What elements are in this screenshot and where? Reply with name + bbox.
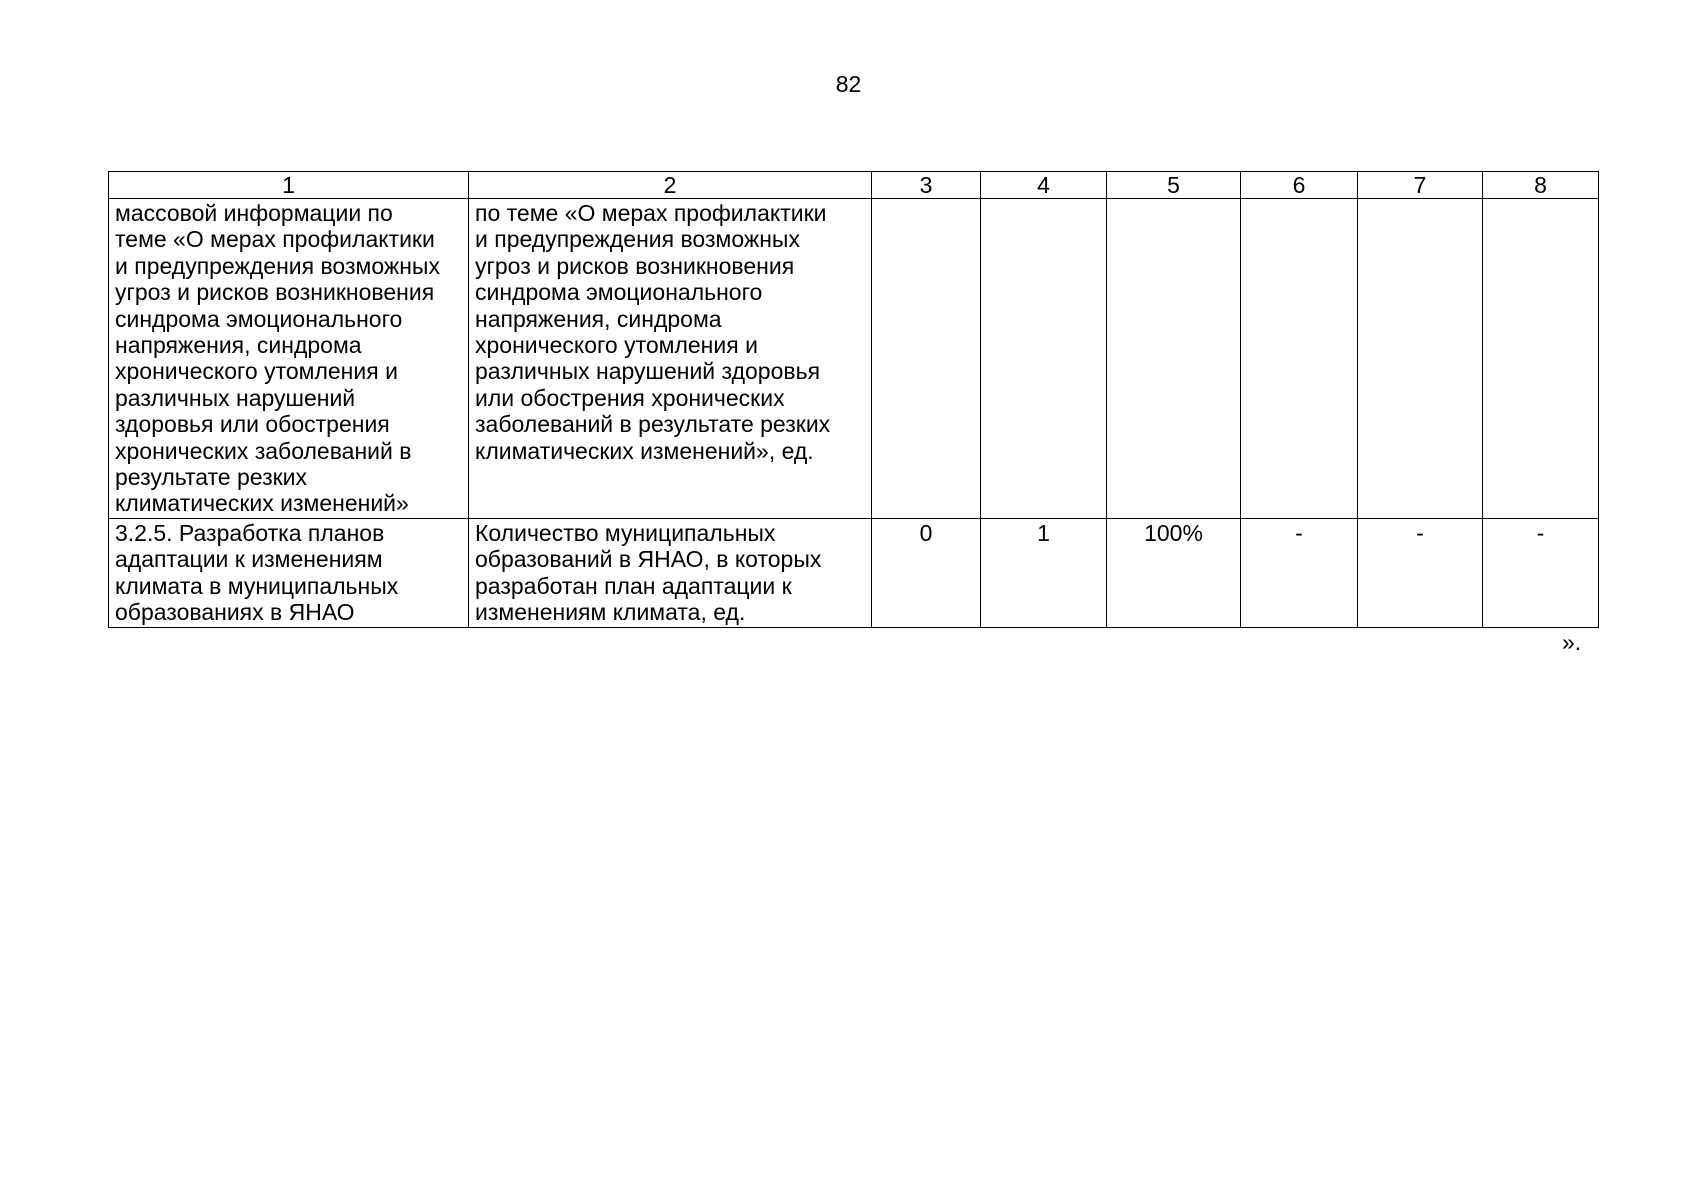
row2-activity-cell: [109, 518, 469, 627]
closing-quote-mark: ».: [1562, 629, 1582, 655]
cell-line: синдрома эмоционального: [475, 279, 763, 306]
column-header-5: 5: [1107, 172, 1241, 199]
column-header-4: 4: [981, 172, 1107, 199]
cell-line: хронических заболеваний в: [115, 437, 412, 464]
row1-col8-cell: [1483, 199, 1599, 519]
page-number: 82: [835, 71, 862, 97]
header-row: [109, 172, 1599, 199]
cell-line: изменениям климата, ед.: [475, 599, 746, 626]
row1-col3-cell: [872, 199, 981, 519]
cell-line: напряжения, синдрома: [115, 332, 362, 359]
cell-line: климатических изменений»: [115, 490, 409, 517]
cell-line: образований в ЯНАО, в которых: [475, 546, 822, 573]
cell-line: и предупреждения возможных: [475, 226, 800, 253]
cell-line: хронического утомления и: [115, 358, 398, 385]
row1-col4-cell: [981, 199, 1107, 519]
cell-line: климата в муниципальных: [115, 572, 399, 599]
row2-col4-cell: 1: [981, 518, 1107, 627]
cell-line: по теме «О мерах профилактики: [475, 200, 827, 226]
column-header-7: 7: [1358, 172, 1483, 199]
row2-col6-cell: -: [1241, 518, 1358, 627]
column-header-2: 2: [469, 172, 872, 199]
row1-col7-cell: [1358, 199, 1483, 519]
row2-indicator-cell: [469, 518, 872, 627]
row1-activity-cell: [109, 199, 469, 519]
row2-col8-cell: -: [1483, 518, 1599, 627]
cell-line: угроз и рисков возникновения: [475, 252, 795, 279]
row1-indicator-cell: [469, 199, 872, 519]
column-header-8: 8: [1483, 172, 1599, 199]
table-row: [109, 199, 1599, 519]
cell-line: и предупреждения возможных: [115, 252, 440, 279]
indicators-table: [108, 171, 1599, 628]
cell-line: адаптации к изменениям: [115, 546, 383, 573]
row1-col5-cell: [1107, 199, 1241, 519]
column-header-1: 1: [109, 172, 469, 199]
cell-line: здоровья или обострения: [115, 411, 390, 438]
cell-line: результате резких: [115, 464, 308, 491]
cell-line: массовой информации по: [115, 200, 393, 226]
cell-line: синдрома эмоционального: [115, 305, 403, 332]
column-header-6: 6: [1241, 172, 1358, 199]
cell-line: различных нарушений: [115, 384, 356, 411]
cell-line: хронического утомления и: [475, 332, 758, 359]
cell-line: различных нарушений здоровья: [475, 358, 821, 385]
cell-line: климатических изменений», ед.: [475, 437, 814, 464]
cell-line: разработан план адаптации к: [475, 572, 792, 599]
row2-col3-cell: 0: [872, 518, 981, 627]
cell-line: теме «О мерах профилактики: [115, 226, 435, 253]
row1-col6-cell: [1241, 199, 1358, 519]
cell-line: 3.2.5. Разработка планов: [115, 519, 385, 546]
table-row: [109, 518, 1599, 627]
cell-line: или обострения хронических: [475, 384, 785, 411]
cell-line: напряжения, синдрома: [475, 305, 722, 332]
cell-line: угроз и рисков возникновения: [115, 279, 435, 306]
column-header-3: 3: [872, 172, 981, 199]
cell-line: Количество муниципальных: [475, 519, 776, 546]
cell-line: образованиях в ЯНАО: [115, 599, 355, 626]
row2-col5-cell: 100%: [1107, 518, 1241, 627]
row2-col7-cell: -: [1358, 518, 1483, 627]
cell-line: заболеваний в результате резких: [475, 411, 831, 438]
